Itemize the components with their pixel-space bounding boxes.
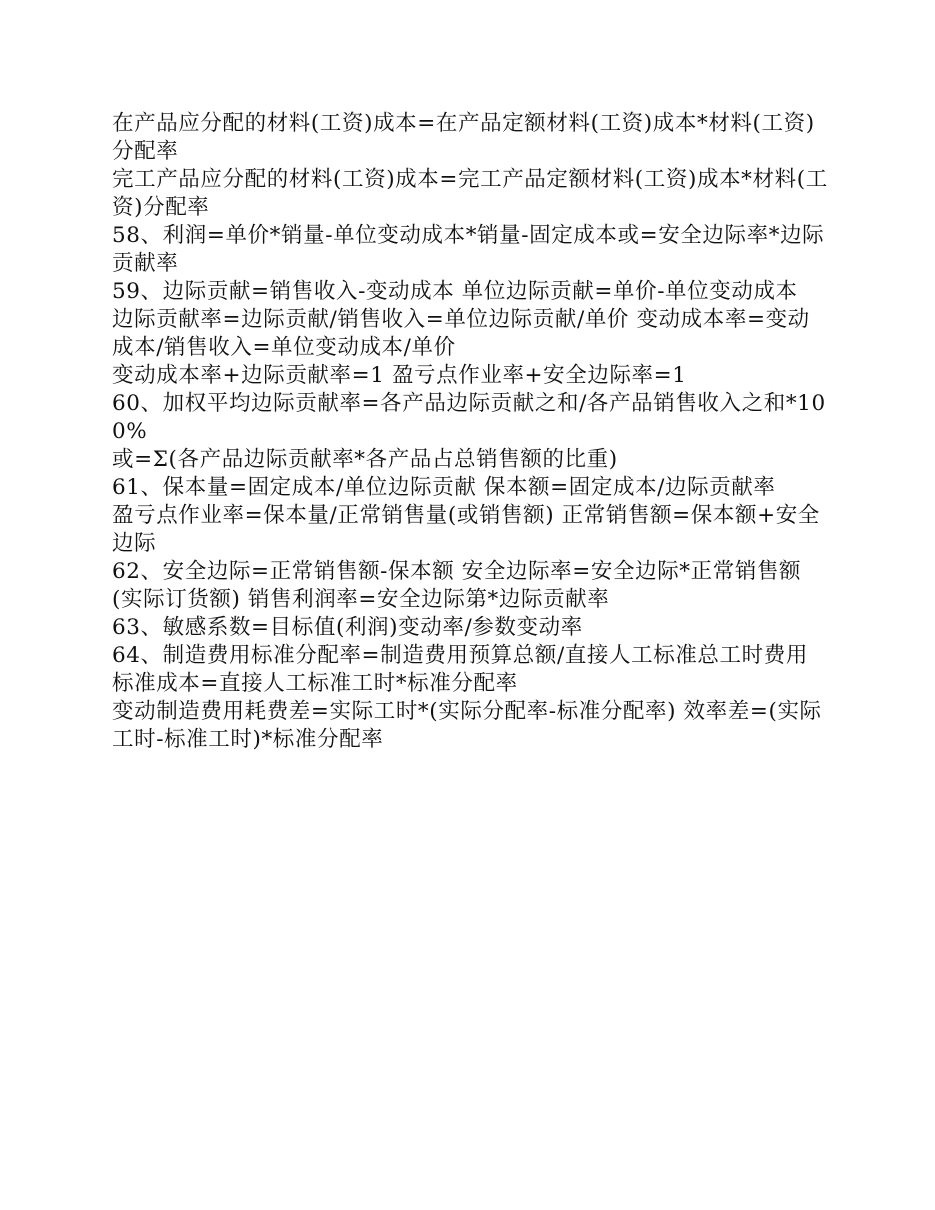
paragraph-63-sensitivity: 63、敏感系数=目标值(利润)变动率/参数变动率 — [112, 615, 583, 640]
paragraph-variance: 变动制造费用耗费差=实际工时*(实际分配率-标准分配率) 效率差=(实际工时-标准工时)*标准分配率 — [112, 699, 822, 752]
paragraph-rate-sum: 变动成本率+边际贡献率=1 盈亏点作业率+安全边际率=1 — [112, 363, 687, 388]
paragraph-62-safety: 62、安全边际=正常销售额-保本额 安全边际率=安全边际*正常销售额(实际订货额) 销售利润率=安全边际第*边际贡献率 — [112, 559, 802, 612]
paragraph-60-weighted: 60、加权平均边际贡献率=各产品边际贡献之和/各产品销售收入之和*100% — [112, 391, 826, 444]
paragraph-contribution-rate: 边际贡献率=边际贡献/销售收入=单位边际贡献/单价 变动成本率=变动成本/销售收入=单位变动成本/单价 — [112, 307, 810, 360]
paragraph-wip-allocation: 在产品应分配的材料(工资)成本=在产品定额材料(工资)成本*材料(工资)分配率 — [112, 111, 815, 164]
paragraph-61-breakeven: 61、保本量=固定成本/单位边际贡献 保本额=固定成本/边际贡献率 — [112, 475, 776, 500]
paragraph-60-alt: 或=Σ(各产品边际贡献率*各产品占总销售额的比重) — [112, 447, 618, 472]
paragraph-58-profit: 58、利润=单价*销量-单位变动成本*销量-固定成本或=安全边际率*边际贡献率 — [112, 223, 825, 276]
document-body — [112, 110, 828, 754]
paragraph-64-overhead: 64、制造费用标准分配率=制造费用预算总额/直接人工标准总工时费用标准成本=直接人工标准工时*标准分配率 — [112, 643, 808, 696]
paragraph-finished-allocation: 完工产品应分配的材料(工资)成本=完工产品定额材料(工资)成本*材料(工资)分配率 — [112, 167, 828, 220]
paragraph-59-contribution: 59、边际贡献=销售收入-变动成本 单位边际贡献=单价-单位变动成本 — [112, 279, 798, 304]
paragraph-breakeven-rate: 盈亏点作业率=保本量/正常销售量(或销售额) 正常销售额=保本额+安全边际 — [112, 503, 820, 556]
